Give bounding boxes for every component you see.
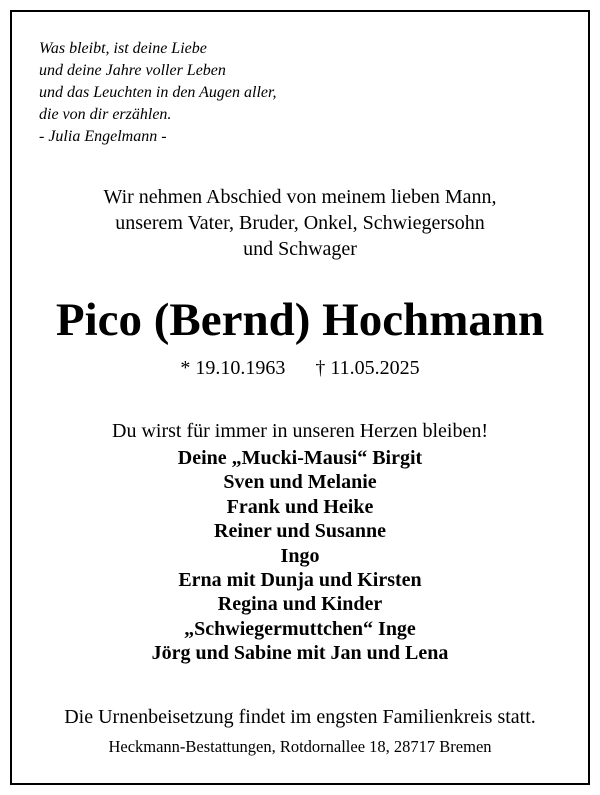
undertaker-address: Heckmann-Bestattungen, Rotdornallee 18, 28717 Bremen <box>108 737 492 756</box>
mourners-list <box>12 446 588 666</box>
poem-line: und deine Jahre voller Leben <box>39 62 226 79</box>
poem-line: die von dir erzählen. <box>39 106 172 123</box>
poem-author: - Julia Engelmann - <box>39 128 167 145</box>
life-dates <box>12 355 588 381</box>
intro-line: unserem Vater, Bruder, Onkel, Schwiegersohn <box>115 212 485 234</box>
birth-date: * 19.10.1963 <box>180 357 286 379</box>
farewell-intro <box>12 184 588 262</box>
mourner: Jörg und Sabine mit Jan und Lena <box>151 642 449 665</box>
mourner: Reiner und Susanne <box>214 520 386 543</box>
mourner: Ingo <box>280 544 320 567</box>
mourner: Sven und Melanie <box>223 471 377 494</box>
poem <box>39 38 276 148</box>
intro-line: und Schwager <box>243 238 357 260</box>
mourner: Deine „Mucki-Mausi“ Birgit <box>177 447 423 469</box>
deceased-name: Pico (Bernd) Hochmann <box>55 294 545 346</box>
intro-line: Wir nehmen Abschied von meinem lieben Mann, <box>103 186 497 208</box>
mourner: Frank und Heike <box>226 495 374 518</box>
mourner: Regina und Kinder <box>217 593 383 616</box>
mourner: Erna mit Dunja und Kirsten <box>178 569 422 592</box>
poem-line: Was bleibt, ist deine Liebe <box>39 40 207 57</box>
obituary-frame <box>10 10 590 785</box>
mourner: „Schwiegermuttchen“ Inge <box>184 617 416 640</box>
motto: Du wirst für immer in unseren Herzen bleiben! <box>112 420 488 442</box>
poem-line: und das Leuchten in den Augen aller, <box>39 84 277 101</box>
funeral-note: Die Urnenbeisetzung findet im engsten Familienkreis statt. <box>64 706 536 728</box>
death-date: † 11.05.2025 <box>315 357 420 379</box>
